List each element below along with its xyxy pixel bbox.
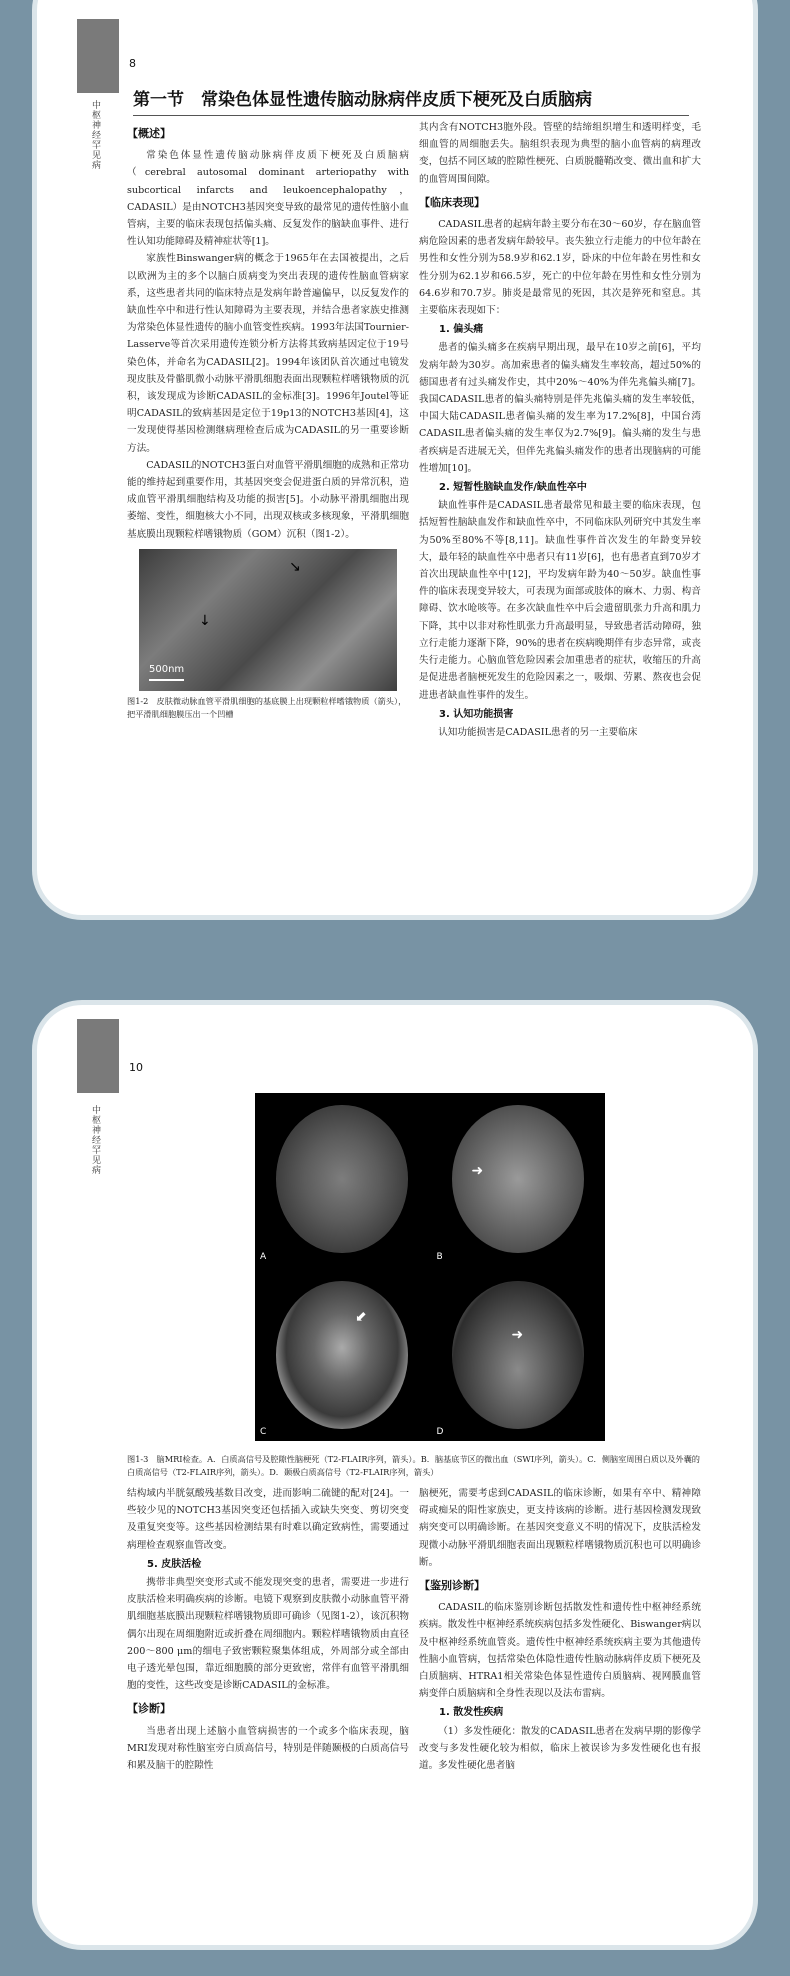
paragraph: 结构域内半胱氨酸残基数目改变，进而影响二硫键的配对[24]。一些较少见的NOTCH3基因突变还包括插入或缺失突变、剪切突变及重复突变等。这些基因检测结果有时难以确定致病性，需要通过病理检查观察血管改变。 — [127, 1488, 409, 1551]
heading-overview: 【概述】 — [127, 127, 171, 140]
figure-caption: 图1-2 皮肤微动脉血管平滑肌细胞的基底膜上出现颗粒样嗜锇物质（箭头），把平滑肌细胞膜压出一个凹槽 — [127, 695, 407, 719]
page-card-2 — [32, 1000, 758, 1950]
panel-label: C — [260, 1427, 267, 1437]
mri-panel-a — [255, 1093, 429, 1266]
panel-label: D — [436, 1427, 444, 1437]
paragraph: 认知功能损害是CADASIL患者的另一主要临床 — [438, 726, 638, 738]
paragraph: 家族性Binswanger病的概念于1965年在去国被提出，之后以欧洲为主的多个以脑白质病变为突出表现的遗传性脑血管病家系，这些患者共同的临床特点是发病年龄普遍偏早，以反复发作的缺血性卒中和进行性认知障碍为主要表现，并结合患者家族史推测为常染色体显性遗传的脑小血管变性疾病。1993年法国Tournier-Lasserve等首次采用遗传连锁分析方法将其致病基因定位于19号染色体，并命名为CADASIL[2]。1994年该团队首次通过电镜发现皮肤及骨骼肌微小动脉平滑肌细胞表面出现颗粒样嗜锇物质的沉积，该发现成为诊断CADASIL的金标准[3]。1996年Joutel等证明CADASIL的致病基因是定位于19p13的NOTCH3基因[4]，这一发现使得基因检测继病理检查后成为CADASIL的另一重要诊断方法。 — [127, 253, 409, 454]
side-label: 中枢神经罕见病 — [90, 1105, 100, 1175]
panel-label: B — [436, 1251, 443, 1262]
figure-caption: 图1-3 脑MRI检查。A．白质高信号及腔隙性脑梗死（T2-FLAIR序列，箭头）。B．脑基底节区的微出血（SWI序列，箭头）。C．侧脑室周围白质以及外囊的白质高信号（T2-FLAIR序列，箭头）。D．颞极白质高信号（T2-FLAIR序列，箭头） — [127, 1454, 700, 1477]
paragraph: 当患者出现上述脑小血管病损害的一个或多个临床表现，脑MRI发现对称性脑室旁白质高信号，特别是伴随颞极的白质高信号和累及脑干的腔隙性 — [127, 1725, 409, 1772]
title-rule — [133, 115, 689, 116]
paragraph: CADASIL的临床鉴别诊断包括散发性和遗传性中枢神经系统疾病。散发性中枢神经系统疾病包括多发性硬化、Biswanger病以及中枢神经系统血管炎。遗传性中枢神经系统疾病主要为其他遗传性脑小血管病，包括常染色体隐性遗传性脑动脉病伴皮质下梗死及白质脑病、HTRA1相关常染色体显性遗传白质脑病、视网膜血管病变伴白质脑病和全身性表现以及法布雷病。 — [419, 1602, 701, 1700]
mri-panel-b — [432, 1093, 606, 1266]
page-number: 10 — [129, 1061, 143, 1074]
electron-micrograph — [139, 549, 397, 691]
arrow-icon: ↘ — [289, 558, 301, 575]
paragraph: 常染色体显性遗传脑动脉病伴皮质下梗死及白质脑病（cerebral autosomal dominant arteriopathy with subcortical infarcts and leukoencephalopathy，CADASIL）是由NOTCH3基因突变导致的最常见的遗传性脑小血管病，主要的临床表现包括偏头痛、反复发作的脑缺血事件、进行性认知功能障碍及精神症状等[1]。 — [127, 150, 409, 248]
paragraph: CADASIL患者的起病年龄主要分布在30～60岁，存在脑血管病危险因素的患者发病年龄较早。丧失独立行走能力的中位年龄在男性和女性分别为58.9岁和62.1岁，卧床的中位年龄在男性和女性分别为62.1岁和66.5岁，死亡的中位年龄在男性和女性分别为64.6岁和70.7岁。肺炎是最常见的死因，其次是猝死和窒息。其主要临床表现如下： — [419, 219, 701, 317]
brain-scan — [276, 1281, 408, 1429]
heading-clinical: 【临床表现】 — [419, 195, 485, 209]
page-card-1 — [32, 0, 758, 920]
arrow-icon: ➜ — [511, 1326, 524, 1343]
subheading: 1. 散发性疾病 — [439, 1707, 504, 1719]
paragraph: （1）多发性硬化：散发的CADASIL患者在发病早期的影像学改变与多发性硬化较为相似，临床上被误诊为多发性硬化也有报道。多发性硬化患者脑 — [419, 1725, 701, 1772]
paragraph: 携带非典型突变形式或不能发现突变的患者，需要进一步进行皮肤活检来明确疾病的诊断。电镜下观察到皮肤微小动脉血管平滑肌细胞基底膜出现颗粒样嗜锇物质即可确诊（见图1-2），该沉积物偶尔出现在周细胞附近或折叠在周细胞内。颗粒样嗜锇物质由直径200～800 μm的细电子致密颗粒聚集体组成，外周部分或全部由电子透光晕包围，靠近细胞膜的部分更致密，常伴有血管平滑肌细胞的变性，这些改变是诊断CADASIL的金标准。 — [127, 1577, 409, 1692]
right-column — [419, 119, 701, 741]
left-column — [127, 119, 409, 721]
brain-scan — [452, 1281, 584, 1429]
brain-scan — [276, 1105, 408, 1253]
subheading: 1. 偏头痛 — [439, 324, 484, 336]
gray-tab-marker — [77, 1019, 119, 1093]
mri-panel-c — [255, 1269, 429, 1442]
panel-label: A — [260, 1251, 267, 1262]
subheading: 2. 短暂性脑缺血发作/缺血性卒中 — [439, 482, 587, 494]
paragraph: 其内含有NOTCH3胞外段。管壁的结缔组织增生和透明样变，毛细血管的周细胞丢失。脑组织表现为典型的脑小血管病的病理改变，包括不同区域的腔隙性梗死、白质脱髓鞘改变、微出血和扩大的血管周围间隙。 — [419, 122, 701, 185]
paragraph: 缺血性事件是CADASIL患者最常见和最主要的临床表现，包括短暂性脑缺血发作和缺血性卒中，不同临床队列研究中其发生率为50%至80%不等[8,11]。缺血性事件首次发生的年龄变异较大，最年轻的缺血性卒中患者只有11岁[6]，也有患者直到70岁才首次出现缺血性卒中[12]，平均发病年龄为40～50岁。缺血性事件的临床表现变异较大，可表现为面部或肢体的麻木、力弱、构音障碍、饮水呛咳等。在多次缺血性卒中后会遗留肌张力升高和肌力下降，其中以非对称性肌张力升高最明显，导致患者活动障碍，独立行走能力逐渐下降，90%的患者在疾病晚期伴有步态异常，或丧失行走能力。心脑血管危险因素会加重患者的症状，收缩压的升高是促进患者脑梗死发生的危险因素之一，吸烟、劳累、熬夜也会促进患者缺血性事件的发生。 — [419, 500, 701, 701]
right-column — [419, 1485, 701, 1774]
mri-panel-d — [432, 1269, 606, 1442]
arrow-icon: ➜ — [471, 1163, 484, 1179]
page-number: 8 — [129, 57, 136, 70]
arrow-icon: ↓ — [199, 612, 211, 629]
side-label: 中枢神经罕见病 — [90, 100, 100, 170]
heading-differential: 【鉴别诊断】 — [419, 1579, 485, 1593]
subheading: 5. 皮肤活检 — [147, 1558, 202, 1570]
subheading: 3. 认知功能损害 — [439, 708, 514, 720]
heading-diagnosis: 【诊断】 — [127, 1702, 171, 1716]
left-column — [127, 1485, 409, 1774]
paragraph: 患者的偏头痛多在疾病早期出现，最早在10岁之前[6]，平均发病年龄为30岁。高加索患者的偏头痛发生率较高，超过50%的德国患者有过头痛发作史，其中20%～40%为伴先兆偏头痛[7]。我国CADASIL患者的偏头痛特别是伴先兆偏头痛的发生率较低，中国大陆CADASIL患者偏头痛的发生率为17.2%[8]，中国台湾CADASIL患者偏头痛的发生率仅为2.7%[9]。偏头痛的发生与患者疾病是否进展无关，但伴先兆偏头痛发作的患者出现脑病的可能性增加[10]。 — [419, 342, 701, 474]
mri-figure — [255, 1093, 605, 1441]
gray-tab-marker — [77, 19, 119, 93]
section-title: 第一节 常染色体显性遗传脑动脉病伴皮质下梗死及白质脑病 — [133, 90, 592, 110]
paragraph: 脑梗死，需要考虑到CADASIL的临床诊断，如果有卒中、精神障碍或痴呆的阳性家族史，更支持该病的诊断。进行基因检测发现致病突变可以明确诊断。在基因突变意义不明的情况下，皮肤活检发现微小动脉平滑肌细胞表面出现颗粒样嗜锇物质沉积也可以明确诊断。 — [419, 1488, 701, 1568]
scale-bar: 500nm — [149, 661, 184, 681]
arrow-icon: ⬋ — [355, 1308, 367, 1325]
paragraph: CADASIL的NOTCH3蛋白对血管平滑肌细胞的成熟和正常功能的维持起到重要作用，其基因突变会促进蛋白质的异常沉积，造成血管平滑肌细胞结构及功能的损害[5]。小动脉平滑肌细胞出现萎缩、变性，细胞核大小不同，出现双核或多核现象，平滑肌细胞基底膜出现颗粒样嗜锇物质（GOM）沉积（图1-2）。 — [127, 459, 409, 540]
brain-scan — [452, 1105, 584, 1253]
figure-1-2 — [127, 543, 409, 691]
